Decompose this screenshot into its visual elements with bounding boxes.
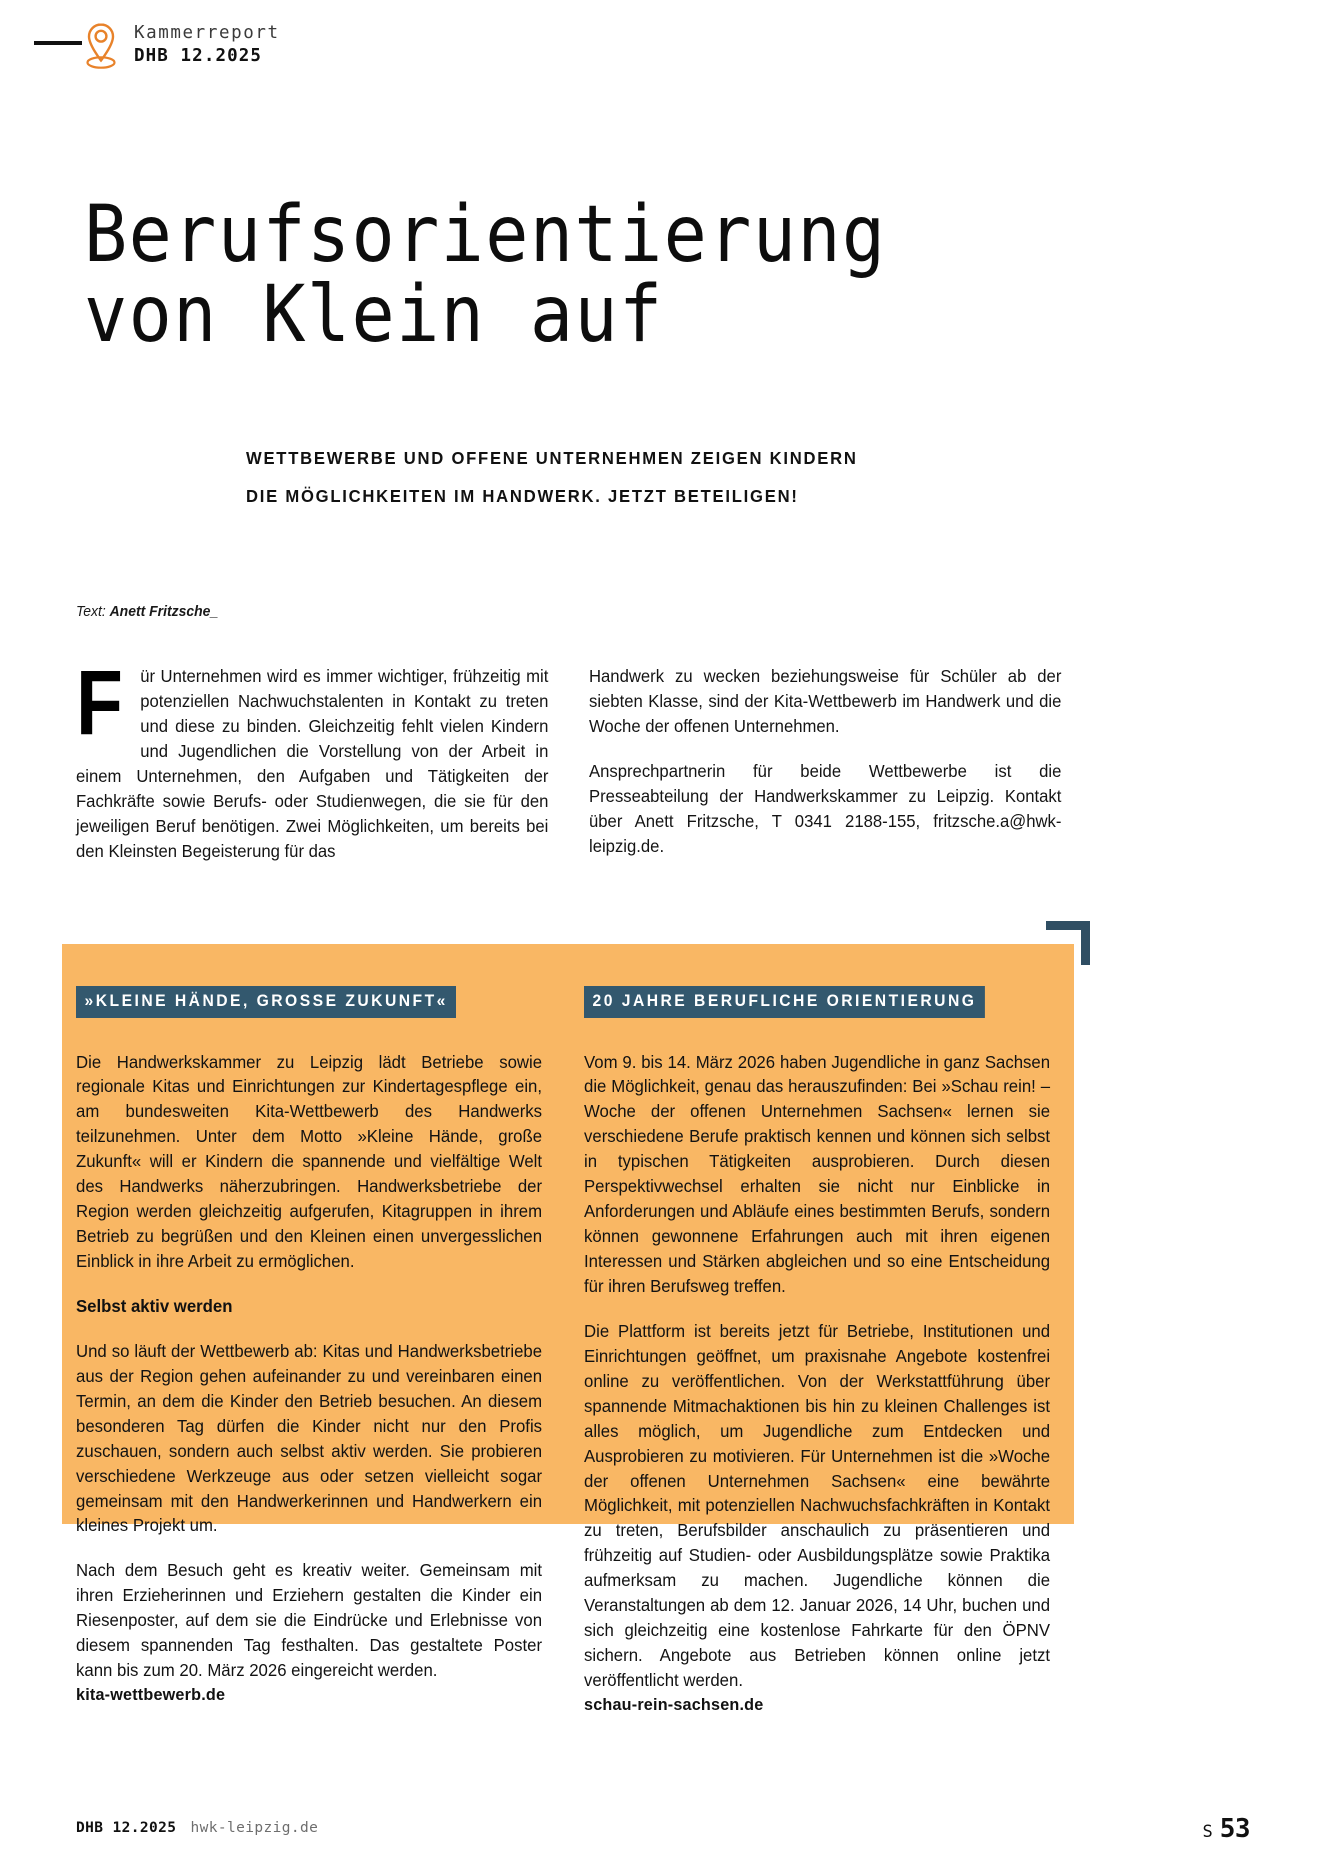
panel-left-paragraph-1: Die Handwerkskammer zu Leipzig lädt Betriebe sowie regionale Kitas und Einrichtungen zur Kindertagespflege ein, am bundesweiten Kita-Wettbewerb des Handwerks teilzunehmen. Unter dem Motto »Kleine Hände, große Zukunft« will er Kindern die spannende und vielfältige Welt des Handwerks näherzubringen. Handwerksbetriebe der Region werden gleichzeitig aufgerufen, Kitagruppen in ihrem Betrieb zu begrüßen und den Kleinen einen unvergesslichen Einblick in ihre Arbeit zu ermöglichen. (76, 1051, 543, 1271)
masthead-issue: DHB 12.2025 (134, 46, 262, 67)
panel-body-left (76, 1050, 542, 1708)
page-number (1202, 1814, 1250, 1844)
headline-line-2: von Klein auf (84, 269, 664, 360)
footer-url[interactable]: hwk-leipzig.de (190, 1820, 319, 1836)
intro-paragraph-right-2: Ansprechpartnerin für beide Wettbewerbe ist die Presseabteilung der Handwerkskammer zu Leipzig. Kontakt über Anett Fritzsche, T 0341 2188-155, fritzsche.a@hwk-leipzig.de. (589, 760, 1062, 856)
byline (76, 603, 218, 620)
page-number-value: 53 (1219, 1814, 1250, 1844)
panel-columns (76, 986, 1062, 1737)
location-pin-icon (84, 22, 118, 70)
panel-right-link[interactable]: schau-rein-sachsen.de (584, 1694, 764, 1714)
masthead (84, 20, 280, 70)
panel-left-paragraph-3: Nach dem Besuch geht es kreativ weiter. Gemeinsam mit ihren Erzieherinnen und Erziehern gestalten die Kinder ein Riesenposter, auf dem sie die Eindrücke und Erlebnisse von diesem spannenden Tag festhalten. Das gestaltete Poster kann bis zum 20. März 2026 eingereicht werden. (76, 1560, 543, 1681)
panel-left-subheading: Selbst aktiv werden (76, 1295, 233, 1316)
headline-line-1: Berufsorientierung (84, 190, 887, 280)
intro-column-right (589, 664, 1061, 864)
intro-paragraph-left: ür Unternehmen wird es immer wichtiger, frühzeitig mit potenziellen Nachwuchstalenten in Kontakt zu treten und diese zu binden. Gleichzeitig fehlt vielen Kindern und Jugendlichen die Vorstellung von der Arbeit in einem Unternehmen, den Aufgaben und Tätigkeiten der Fachkräfte sowie Berufs- oder Studienwegen, die sie für den jeweiligen Beruf benötigen. Zwei Möglichkeiten, um bereits bei den Kleinsten Begeisterung für das (76, 666, 549, 861)
intro-columns (76, 652, 1076, 864)
footer-issue: DHB 12.2025 (76, 1820, 177, 1836)
panel-right-paragraph-2: Die Plattform ist bereits jetzt für Betriebe, Institutionen und Einrichtungen geöffnet, um praxisnahe Angebote kostenfrei online zu veröffentlichen. Von der Werkstattführung über spannende Mitmachaktionen bis hin zu kleinen Challenges ist alles möglich, um Jugendliche zum Entdecken und Ausprobieren zu motivieren. Für Unternehmen ist die »Woche der offenen Unternehmen Sachsen« eine bewährte Möglichkeit, mit potenziellen Nachwuchsfachkräften in Kontakt zu treten, Berufsbilder anschaulich zu präsentieren und frühzeitig auf Studien- oder Ausbildungsplätze sowie Praktika aufmerksam zu machen. Jugendliche können die Veranstaltungen ab dem 12. Januar 2026, 14 Uhr, buchen und sich gleichzeitig eine kostenlose Fahrkarte für den ÖPNV sichern. Angebote aus Betrieben können online jetzt veröffentlicht werden. (584, 1320, 1051, 1690)
byline-author: Anett Fritzsche_ (109, 603, 219, 620)
masthead-text (134, 20, 280, 66)
header-rule (34, 41, 82, 45)
subtitle-line-2: DIE MÖGLICHKEITEN IM HANDWERK. JETZT BETEILIGEN! (246, 485, 799, 506)
article-subtitle (246, 440, 1046, 515)
corner-bracket-vertical (1081, 921, 1090, 965)
panel-badge-left: »KLEINE HÄNDE, GROSSE ZUKUNFT« (76, 986, 456, 1018)
subtitle-line-1: WETTBEWERBE UND OFFENE UNTERNEHMEN ZEIGEN KINDERN (246, 448, 858, 468)
page-title (84, 190, 1084, 360)
panel-column-right (584, 986, 1062, 1737)
panel-column-left (76, 986, 554, 1737)
intro-column-left (76, 652, 549, 864)
panel-badge-right: 20 JAHRE BERUFLICHE ORIENTIERUNG (584, 986, 985, 1018)
panel-body-right (584, 1050, 1050, 1717)
corner-bracket-decoration (1046, 921, 1090, 965)
panel-left-paragraph-2: Und so läuft der Wettbewerb ab: Kitas und Handwerksbetriebe aus der Region gehen aufeinander zu und vereinbaren einen Termin, an dem die Kinder den Betrieb besuchen. An diesem besonderen Tag dürfen die Kinder nicht nur den Profis zuschauen, sondern auch selbst aktiv werden. Sie probieren verschiedene Werkzeuge aus oder setzen vielleicht sogar gemeinsam mit den Handwerkerinnen und Handwerkern ein kleines Projekt um. (76, 1340, 543, 1536)
drop-cap: F (76, 652, 123, 754)
intro-paragraph-right-1: Handwerk zu wecken beziehungsweise für Schüler ab der siebten Klasse, sind der Kita-Wettbewerb im Handwerk und die Woche der offenen Unternehmen. (589, 666, 1062, 736)
footer (76, 1820, 318, 1836)
panel-right-paragraph-1: Vom 9. bis 14. März 2026 haben Jugendliche in ganz Sachsen die Möglichkeit, genau das herauszufinden: Bei »Schau rein! – Woche der offenen Unternehmen Sachsen« lernen sie verschiedene Berufe praktisch kennen und können sich selbst in typischen Tätigkeiten ausprobieren. Durch diesen Perspektivwechsel erhalten sie nicht nur Einblicke in Anforderungen und Abläufe eines bestimmten Berufs, sondern können gewonnene Erfahrungen auch mit ihren eigenen Interessen und Stärken abgleichen und so eine Entscheidung für ihren Berufsweg treffen. (584, 1051, 1051, 1296)
byline-label: Text: (76, 603, 106, 620)
masthead-kicker: Kammerreport (134, 23, 280, 43)
panel-left-link[interactable]: kita-wettbewerb.de (76, 1685, 226, 1705)
page-number-prefix: S (1202, 1822, 1213, 1842)
